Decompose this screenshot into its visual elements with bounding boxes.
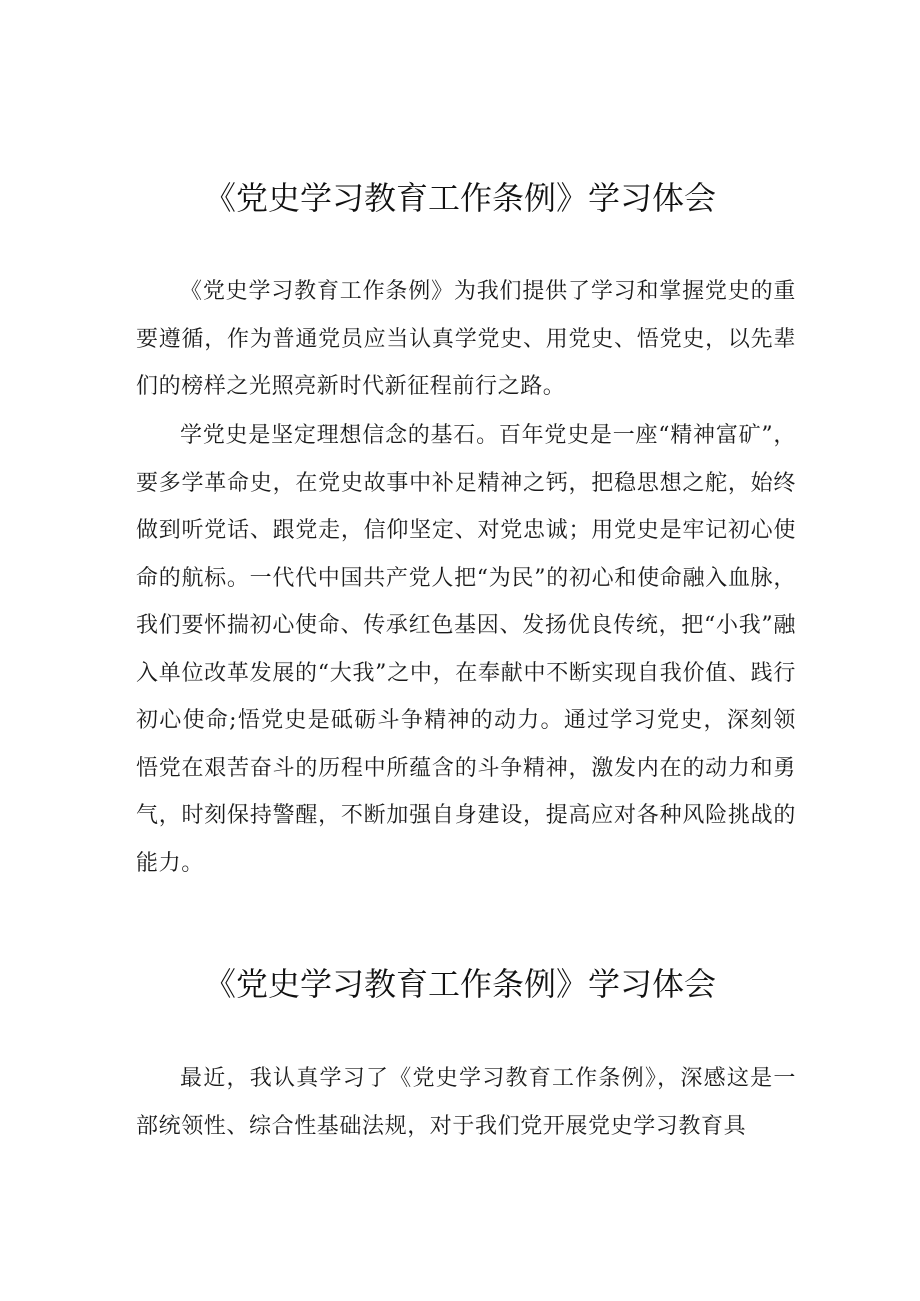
article-2-title: 《党史学习教育工作条例》学习体会 xyxy=(203,965,716,1003)
article-1-title: 《党史学习教育工作条例》学习体会 xyxy=(203,179,716,217)
article-2-paragraph-1: 最近，我认真学习了《党史学习教育工作条例》，深感这是一部统领性、综合性基础法规，对于我们党开展党史学习教育具 xyxy=(136,1066,796,1139)
article-1-paragraph-1: 《党史学习教育工作条例》为我们提供了学习和掌握党史的重要遵循，作为普通党员应当认真学党史、用党史、悟党史，以先辈们的榜样之光照亮新时代新征程前行之路。 xyxy=(136,279,796,399)
article-1-paragraph-2: 学党史是坚定理想信念的基石。百年党史是一座“精神富矿”，要多学革命史，在党史故事中补足精神之钙，把稳思想之舵，始终做到听党话、跟党走，信仰坚定、对党忠诚；用党史是牢记初心使命的航标。一代代中国共产党人把“为民”的初心和使命融入血脉，我们要怀揣初心使命、传承红色基因、发扬优良传统，把“小我”融入单位改革发展的“大我”之中，在奉献中不断实现自我价值、践行初心使命;悟党史是砥砺斗争精神的动力。通过学习党史，深刻领悟党在艰苦奋斗的历程中所蕴含的斗争精神，激发内在的动力和勇气，时刻保持警醒，不断加强自身建设，提高应对各种风险挑战的能力。 xyxy=(136,423,796,876)
